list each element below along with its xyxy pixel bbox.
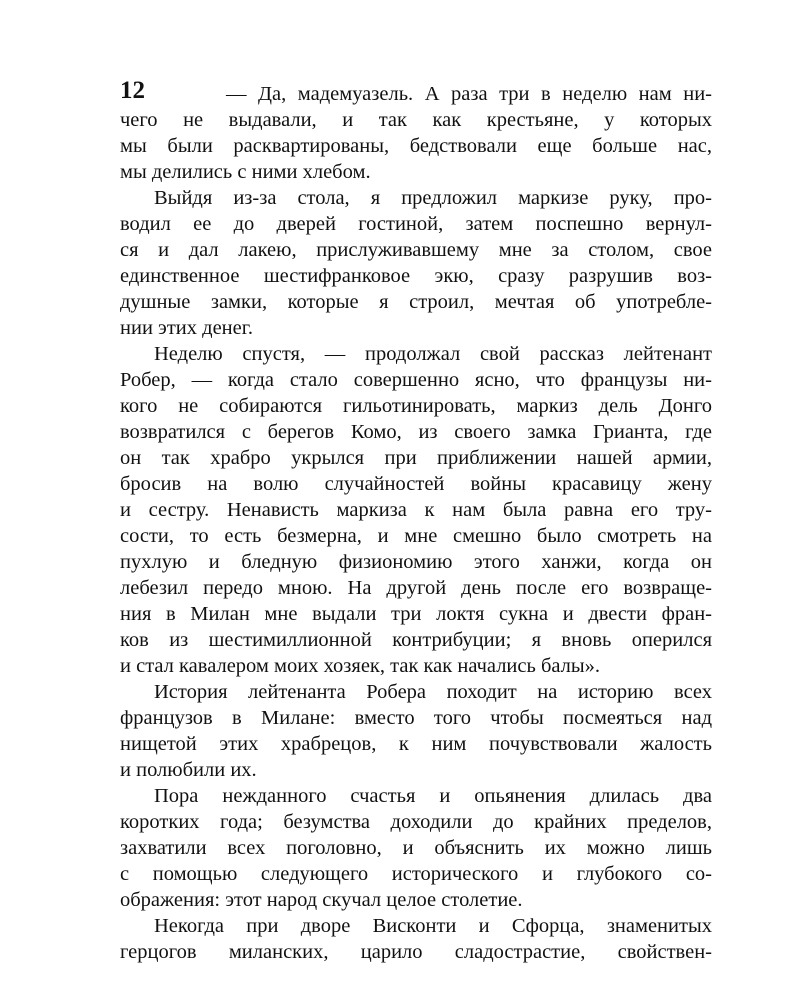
text-line: единственное шестифранковое экю, сразу разрушив воз- [120, 265, 712, 287]
text-line: сости, то есть безмерна, и мне смешно было смотреть на [120, 525, 712, 547]
text-line: захватили всех поголовно, и объяснить их можно лишь [120, 837, 712, 859]
text-line: Пора нежданного счастья и опьянения длилась два [154, 785, 712, 807]
text-line: коротких года; безумства доходили до крайних пределов, [120, 811, 712, 833]
text-line: История лейтенанта Робера походит на историю всех [154, 681, 712, 703]
text-line: французов в Милане: вместо того чтобы посмеяться над [120, 707, 712, 729]
paragraph [120, 341, 712, 679]
text-line: лебезил передо мною. На другой день после его возвраще- [120, 577, 712, 599]
text-line: Выйдя из-за стола, я предложил маркизе руку, про- [154, 187, 712, 209]
text-line: возвратился с берегов Комо, из своего замка Грианта, где [120, 421, 712, 443]
paragraph [120, 679, 712, 783]
text-line: ния в Милан мне выдали три локтя сукна и двести фран- [120, 603, 712, 625]
text-line: мы делились с ними хлебом. [120, 161, 371, 183]
text-line: кого не собираются гильотинировать, маркиз дель Донго [120, 395, 712, 417]
text-line: ображения: этот народ скучал целое столетие. [120, 889, 523, 911]
body-text [120, 81, 712, 965]
page-number: 12 [120, 77, 145, 104]
paragraph [120, 185, 712, 341]
text-line: нищетой этих храбрецов, к ним почувствовали жалость [120, 733, 712, 755]
text-line: пухлую и бледную физиономию этого ханжи, когда он [120, 551, 712, 573]
text-line: водил ее до дверей гостиной, затем поспешно вернул- [120, 213, 712, 235]
text-line: с помощью следующего исторического и глубокого со- [120, 863, 712, 885]
text-line: ков из шестимиллионной контрибуции; я вновь оперился [120, 629, 712, 651]
paragraph [120, 913, 712, 965]
text-line: душные замки, которые я строил, мечтая об употребле- [120, 291, 712, 313]
paragraph [120, 81, 712, 185]
text-line: мы были расквартированы, бедствовали еще больше нас, [120, 135, 712, 157]
text-line: и стал кавалером моих хозяек, так как начались балы». [120, 655, 601, 677]
text-line: Неделю спустя, — продолжал свой рассказ лейтенант [154, 343, 712, 365]
text-line: он так храбро укрылся при приближении нашей армии, [120, 447, 712, 469]
text-line: Некогда при дворе Висконти и Сфорца, знаменитых [154, 915, 712, 937]
text-line: и полюбили их. [120, 759, 257, 781]
text-line: нии этих денег. [120, 317, 253, 339]
text-line: бросив на волю случайностей войны красавицу жену [120, 473, 712, 495]
text-line: — Да, мадемуазель. А раза три в неделю нам ни- [226, 83, 712, 105]
text-line: и сестру. Ненависть маркиза к нам была равна его тру- [120, 499, 712, 521]
text-line: чего не выдавали, и так как крестьяне, у которых [120, 109, 712, 131]
text-line: Робер, — когда стало совершенно ясно, что французы ни- [120, 369, 712, 391]
text-line: ся и дал лакею, прислуживавшему мне за столом, свое [120, 239, 712, 261]
text-line: герцогов миланских, царило сладострастие, свойствен- [120, 941, 712, 963]
paragraph [120, 783, 712, 913]
